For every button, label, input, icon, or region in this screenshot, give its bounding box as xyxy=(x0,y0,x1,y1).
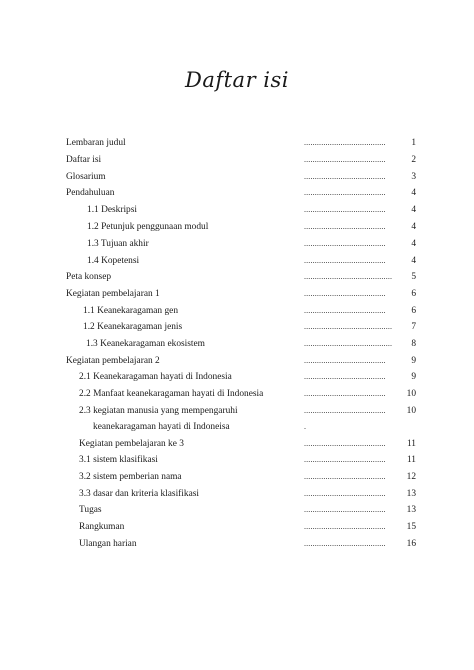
toc-entry-label: 3.2 sistem pemberian nama xyxy=(79,472,182,482)
toc-entry-label: 2.2 Manfaat keanekaragaman hayati di Indonesia xyxy=(79,389,264,399)
toc-entry-label: Daftar isi xyxy=(66,155,102,165)
toc-entry-label: Ulangan harian xyxy=(79,539,137,549)
toc-entry xyxy=(0,420,474,434)
toc-entry-leader-dots: ...................................... xyxy=(304,289,386,298)
toc-entry-page-number: 9 xyxy=(411,356,416,366)
toc-entry-page-number: 15 xyxy=(406,522,416,532)
toc-entry-leader-dots: ...................................... xyxy=(304,239,386,248)
toc-entry-label: Kegiatan pembelajaran 2 xyxy=(66,356,160,366)
toc-entry-leader-dots: ...................................... xyxy=(304,188,386,197)
toc-entry-leader-dots: ...................................... xyxy=(304,356,386,365)
toc-entry xyxy=(0,370,474,384)
toc-entry xyxy=(0,304,474,318)
toc-entry xyxy=(0,320,474,334)
toc-entry-page-number: 4 xyxy=(411,188,416,198)
toc-entry-label: keanekaragaman hayati di Indoneisa xyxy=(93,422,230,432)
toc-entry-leader-dots: ......................................... xyxy=(304,339,392,348)
toc-entry-leader-dots: ...................................... xyxy=(304,222,386,231)
toc-entry-page-number: 4 xyxy=(411,256,416,266)
toc-entry-page-number: 10 xyxy=(406,389,416,399)
toc-entry-label: 1.3 Tujuan akhir xyxy=(87,239,149,249)
toc-entry-label: 1.1 Keanekaragaman gen xyxy=(83,306,179,316)
toc-entry-page-number: 13 xyxy=(406,505,416,515)
toc-entry xyxy=(0,270,474,284)
toc-entry-leader-dots: ...................................... xyxy=(304,138,386,147)
toc-entry-leader-dots: ...................................... xyxy=(304,472,386,481)
toc-entry xyxy=(0,237,474,251)
toc-entry-page-number: 8 xyxy=(411,339,416,349)
toc-entry-label: Glosarium xyxy=(66,172,106,182)
toc-entry-label: 3.3 dasar dan kriteria klasifikasi xyxy=(79,489,200,499)
toc-entry xyxy=(0,220,474,234)
toc-entry-label: 2.3 kegiatan manusia yang mempengaruhi xyxy=(79,406,238,416)
toc-entry xyxy=(0,203,474,217)
toc-entry-leader-dots: ...................................... xyxy=(304,489,386,498)
toc-entry-leader-dots: ...................................... xyxy=(304,172,386,181)
toc-entry-leader-dots: ...................................... xyxy=(304,455,386,464)
toc-entry xyxy=(0,337,474,351)
toc-entry xyxy=(0,537,474,551)
toc-entry-page-number: 12 xyxy=(406,472,416,482)
toc-entry-label: 1.2 Petunjuk penggunaan modul xyxy=(87,222,209,232)
toc-entry-leader-dots: ...................................... xyxy=(304,406,386,415)
toc-entry-label: Rangkuman xyxy=(79,522,125,532)
toc-entry-page-number: 9 xyxy=(411,372,416,382)
toc-entry xyxy=(0,170,474,184)
toc-entry-page-number: 11 xyxy=(406,455,416,465)
toc-entry xyxy=(0,470,474,484)
toc-entry xyxy=(0,136,474,150)
toc-entry-leader-dots: ......................................... xyxy=(304,272,392,281)
toc-entry xyxy=(0,520,474,534)
toc-entry-page-number: 11 xyxy=(406,439,416,449)
toc-entry-leader-dots: ...................................... xyxy=(304,155,386,164)
toc-entry-label: 3.1 sistem klasifikasi xyxy=(79,455,158,465)
toc-entry-leader-dots: ...................................... xyxy=(304,522,386,531)
toc-entry-label: Lembaran judul xyxy=(66,138,126,148)
toc-entry xyxy=(0,503,474,517)
toc-entry-page-number: 10 xyxy=(406,406,416,416)
toc-entry xyxy=(0,153,474,167)
toc-entry xyxy=(0,387,474,401)
toc-entry xyxy=(0,287,474,301)
toc-entry xyxy=(0,254,474,268)
toc-entry-leader-dots: ...................................... xyxy=(304,205,386,214)
toc-entry-page-number: 4 xyxy=(411,222,416,232)
toc-entry-page-number: 6 xyxy=(411,306,416,316)
toc-entry xyxy=(0,453,474,467)
toc-entry-leader-dots: . xyxy=(304,422,307,431)
toc-entry-page-number: 13 xyxy=(406,489,416,499)
toc-entry-page-number: 2 xyxy=(411,155,416,165)
toc-entry-leader-dots: ...................................... xyxy=(304,372,386,381)
toc-entry-leader-dots: ......................................... xyxy=(304,322,392,331)
toc-entry-label: Peta konsep xyxy=(66,272,112,282)
toc-entry-label: Tugas xyxy=(79,505,102,515)
toc-entry-leader-dots: ...................................... xyxy=(304,306,386,315)
toc-entry-page-number: 1 xyxy=(411,138,416,148)
toc-entry-label: 1.3 Keanekaragaman ekosistem xyxy=(86,339,205,349)
toc-entry-page-number: 16 xyxy=(406,539,416,549)
toc-entry xyxy=(0,437,474,451)
toc-entry xyxy=(0,404,474,418)
toc-entry-label: Kegiatan pembelajaran ke 3 xyxy=(79,439,184,449)
toc-entry-label: 2.1 Keanekaragaman hayati di Indonesia xyxy=(79,372,232,382)
toc-entry-leader-dots: ...................................... xyxy=(304,539,386,548)
toc-entry-page-number: 7 xyxy=(411,322,416,332)
toc-entry-leader-dots: ...................................... xyxy=(304,256,386,265)
toc-entry-page-number: 5 xyxy=(411,272,416,282)
toc-entry-page-number: 3 xyxy=(411,172,416,182)
toc-entry-label: Pendahuluan xyxy=(66,188,115,198)
toc-entry-label: 1.4 Kopetensi xyxy=(87,256,140,266)
toc-entry xyxy=(0,186,474,200)
toc-entry xyxy=(0,354,474,368)
toc-entry-label: 1.2 Keanekaragaman jenis xyxy=(83,322,183,332)
toc-entry-leader-dots: ...................................... xyxy=(304,439,386,448)
toc-entry-page-number: 4 xyxy=(411,239,416,249)
toc-entry-label: Kegiatan pembelajaran 1 xyxy=(66,289,160,299)
page-title: Daftar isi xyxy=(184,68,289,92)
toc-entry-leader-dots: ...................................... xyxy=(304,389,386,398)
toc-entry-page-number: 6 xyxy=(411,289,416,299)
toc-entry-leader-dots: ...................................... xyxy=(304,505,386,514)
toc-entry xyxy=(0,487,474,501)
toc-entry-page-number: 4 xyxy=(411,205,416,215)
toc-entry-label: 1.1 Deskripsi xyxy=(87,205,137,215)
